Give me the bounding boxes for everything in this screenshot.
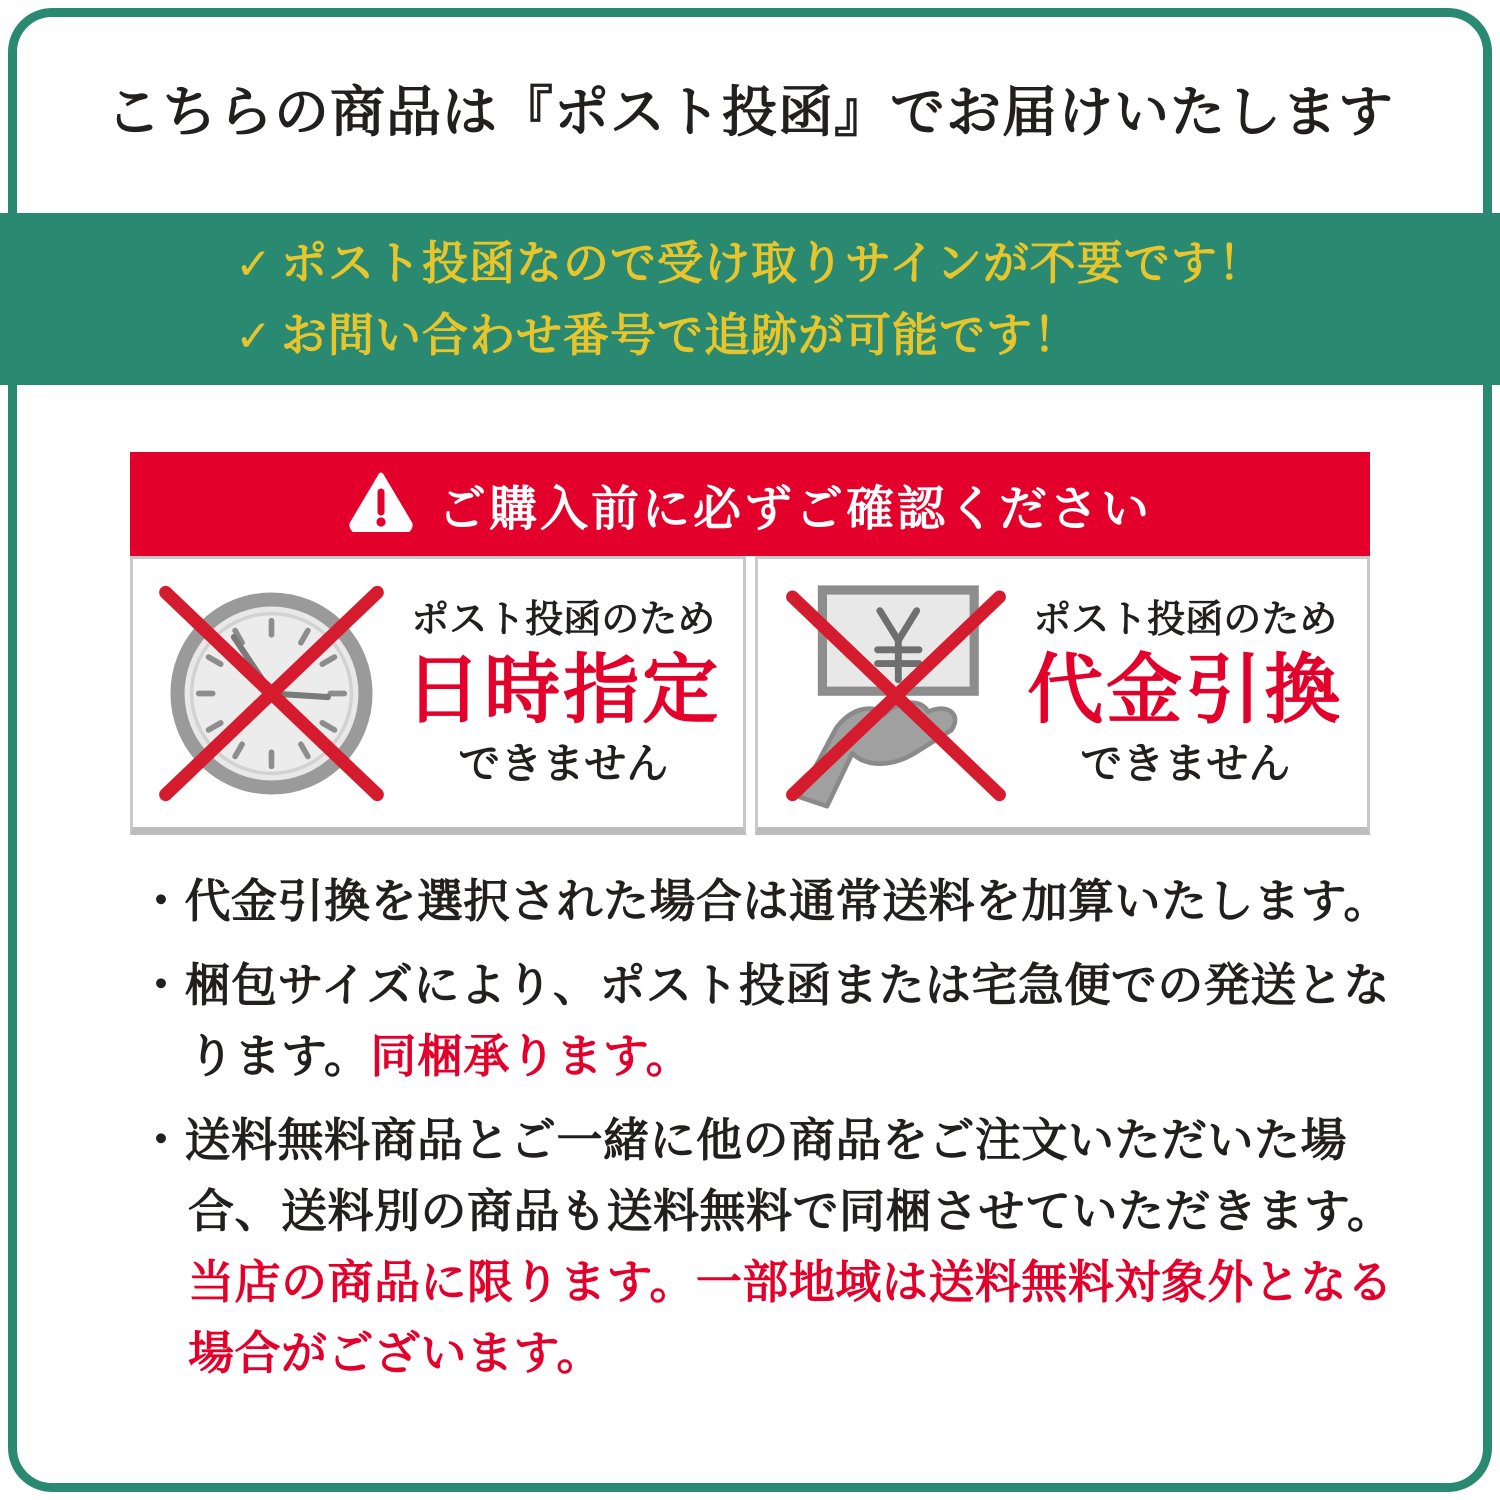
note-line (138, 1176, 1440, 1247)
panel-suffix: できません (1080, 740, 1291, 787)
note-segment: 合、送料別の商品も送料無料で同梱させていただきます。 (188, 1185, 1394, 1237)
warning-header (130, 452, 1370, 556)
check-icon: ✓ (235, 312, 274, 361)
feature-banner-item (235, 228, 1265, 300)
warning-title: ご購入前に必ずご確認ください (437, 482, 1152, 536)
note-segment: ・送料無料商品とご一緒に他の商品をご注文いただいた場 (138, 1114, 1347, 1166)
check-icon: ✓ (235, 240, 274, 289)
feature-banner-text: ポスト投函なので受け取りサインが不要です！ (281, 237, 1265, 289)
panel-feature: 代金引換 (1027, 648, 1344, 733)
note-segment-red: 当店の商品に限ります。一部地域は送料無料対象外となる (188, 1256, 1394, 1308)
page-title: こちらの商品は『ポスト投函』でお届けいたします (105, 80, 1394, 143)
note-line (138, 950, 1440, 1021)
note-segment-red: 場合がございます。 (188, 1327, 603, 1379)
note-line (138, 1021, 1440, 1092)
note-item (138, 866, 1440, 937)
feature-banner-text: お問い合わせ番号で追跡が可能です！ (281, 309, 1081, 361)
panel-feature: 日時指定 (405, 648, 722, 733)
warning-section (130, 452, 1370, 835)
note-segment: ります。 (188, 1030, 371, 1082)
clock-icon (154, 576, 389, 811)
note-line (138, 1318, 1440, 1389)
panel-reason: ポスト投函のため (1033, 599, 1338, 641)
notes-list (138, 866, 1440, 1402)
panel-no-datetime (130, 556, 746, 835)
note-line (138, 1247, 1440, 1318)
panel-text (405, 595, 721, 791)
feature-banner-list (235, 228, 1265, 372)
note-line (138, 1105, 1440, 1176)
note-item (138, 1105, 1440, 1389)
feature-banner (0, 213, 1500, 385)
panel-text (1027, 595, 1343, 791)
note-segment-red: 同梱承ります。 (370, 1030, 693, 1082)
cash-on-delivery-icon (781, 576, 1011, 811)
panel-suffix: できません (458, 740, 669, 787)
note-item (138, 950, 1440, 1092)
note-segment: ・梱包サイズにより、ポスト投函または宅急便での発送とな (138, 959, 1390, 1011)
feature-banner-item (235, 300, 1265, 372)
note-line (138, 866, 1440, 937)
note-segment: ・代金引換を選択された場合は通常送料を加算いたします。 (138, 875, 1390, 927)
panel-no-cod (755, 556, 1371, 835)
panel-reason: ポスト投函のため (411, 599, 716, 641)
restriction-panels (130, 556, 1370, 835)
warning-triangle-icon (348, 472, 414, 537)
